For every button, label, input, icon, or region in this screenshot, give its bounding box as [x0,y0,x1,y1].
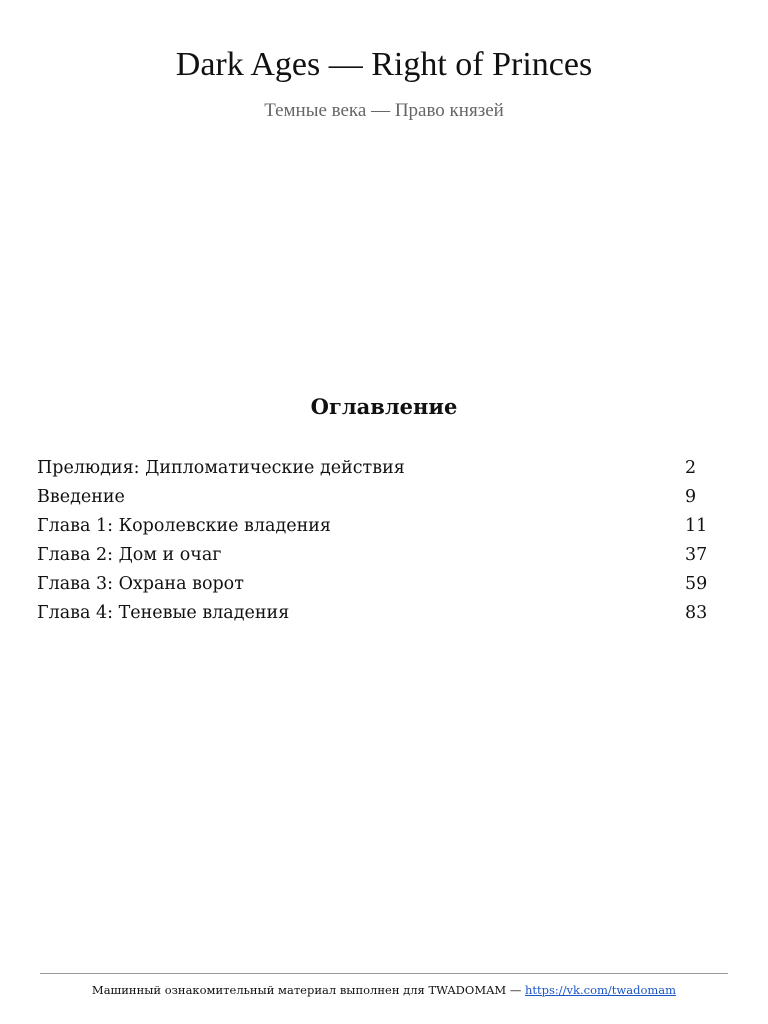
toc-list [37,455,713,629]
toc-entry[interactable] [37,542,713,571]
toc-entry-page: 59 [685,574,708,594]
toc-entry[interactable] [37,513,713,542]
toc-entry[interactable] [37,455,713,484]
footer-link[interactable]: https://vk.com/twadomam [524,983,677,997]
toc-entry[interactable] [37,600,713,629]
toc-entry-label: Глава 3: Охрана ворот [37,574,244,594]
footer-text: Машинный ознакомительный материал выполнен для TWADOMAM — [91,983,522,997]
footer [0,983,768,997]
document-title: Dark Ages — Right of Princes [175,46,593,83]
toc-entry-page: 2 [685,458,697,478]
toc-heading: Оглавление [310,394,458,419]
document-subtitle: Темные века — Право князей [264,100,504,121]
toc-entry-page: 37 [685,545,708,565]
toc-entry[interactable] [37,571,713,600]
footer-divider [40,973,728,974]
toc-entry[interactable] [37,484,713,513]
toc-entry-label: Введение [37,487,125,507]
toc-entry-label: Глава 4: Теневые владения [37,603,290,623]
toc-entry-page: 83 [685,603,708,623]
toc-entry-page: 11 [685,516,708,536]
toc-entry-page: 9 [685,487,697,507]
toc-entry-label: Прелюдия: Дипломатические действия [37,458,405,478]
toc-entry-label: Глава 2: Дом и очаг [37,545,222,565]
toc-entry-label: Глава 1: Королевские владения [37,516,331,536]
